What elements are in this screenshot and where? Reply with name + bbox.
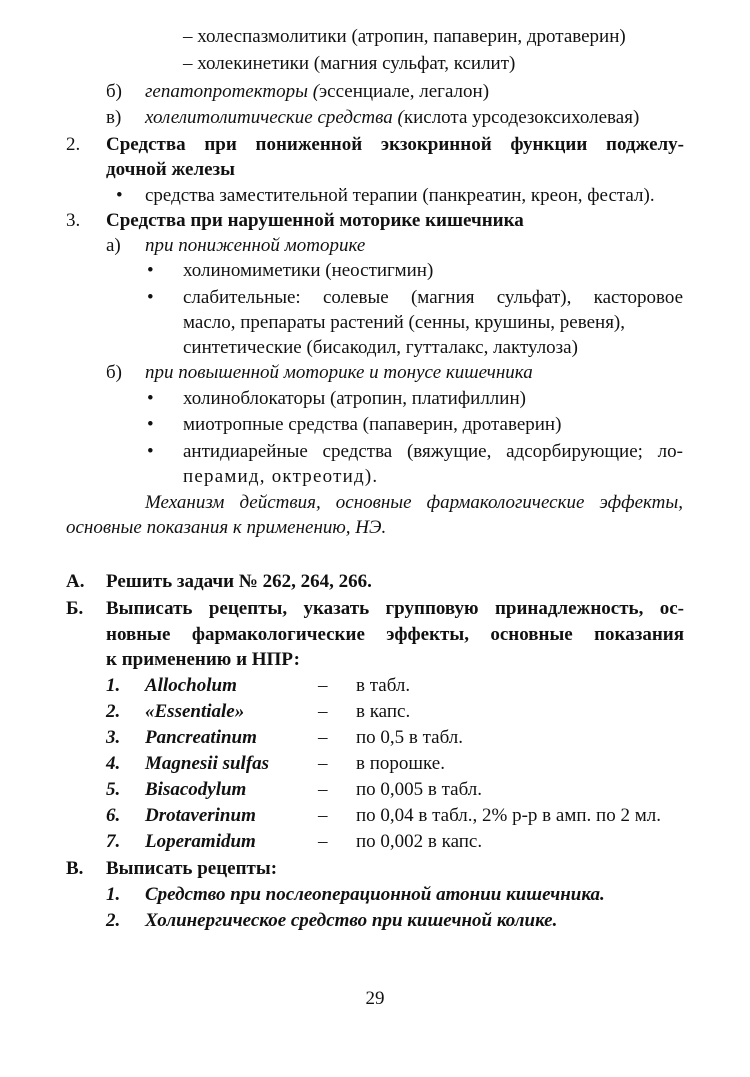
list-item: миотропные средства (папаверин, дротаверин) [183,414,562,435]
task-item-number: 1. [106,884,121,905]
bullet: • [147,260,154,281]
subsection-label: при повышенной моторике и тонусе кишечника [145,362,533,383]
drug-dash: – [318,753,328,774]
task-item-number: 2. [106,910,121,931]
bullet: • [147,287,154,308]
list-marker: б) [106,362,122,383]
page-number: 29 [365,988,385,1009]
drug-dash: – [318,779,328,800]
drug-form: по 0,5 в табл. [356,727,464,748]
drug-dash: – [318,727,328,748]
task-marker: Б. [66,598,84,619]
drug-name: «Essentiale» [145,701,245,722]
bullet: • [147,388,154,409]
drug-name: Pancreatinum [145,727,257,748]
task-text: Выписать рецепты, указать групповую принадлежность, ос- [106,598,684,619]
list-item: – холеспазмолитики (атропин, папаверин, дротаверин) [183,26,626,47]
drug-number: 5. [106,779,121,800]
drug-form: по 0,002 в капс. [356,831,483,852]
drug-number: 4. [106,753,121,774]
drug-form: по 0,04 в табл., 2% р-р в амп. по 2 мл. [356,805,661,826]
list-item: холелитолитические средства (кислота урсодезоксихолевая) [145,107,640,128]
drug-form: по 0,005 в табл. [356,779,483,800]
task-text: Выписать рецепты: [106,858,278,879]
list-item: – холекинетики (магния сульфат, ксилит) [183,53,516,74]
bullet: • [116,185,123,206]
list-marker: б) [106,81,122,102]
list-item: средства заместительной терапии (панкреатин, креон, фестал). [145,185,655,206]
drug-dash: – [318,675,328,696]
drug-name: Bisacodylum [145,779,247,800]
paragraph: основные показания к применению, НЭ. [66,517,387,538]
section-heading: дочной железы [106,159,236,180]
list-item-continuation: перамид, октреотид). [183,466,379,487]
bullet: • [147,414,154,435]
list-item: холиноблокаторы (атропин, платифиллин) [183,388,526,409]
section-heading: Средства при пониженной экзокринной функции поджелу- [106,134,684,155]
drug-number: 2. [106,701,121,722]
task-text: к применению и НПР: [106,649,300,670]
section-heading: Средства при нарушенной моторике кишечника [106,210,524,231]
drug-name: Drotaverinum [145,805,256,826]
task-marker: В. [66,858,84,879]
drug-form: в порошке. [356,753,445,774]
paragraph: Механизм действия, основные фармакологические эффекты, [145,492,683,513]
drug-dash: – [318,831,328,852]
bullet: • [147,441,154,462]
drug-number: 3. [106,727,121,748]
list-item: гепатопротекторы (эссенциале, легалон) [145,81,490,102]
list-item: антидиарейные средства (вяжущие, адсорбирующие; ло- [183,441,683,462]
task-text: новные фармакологические эффекты, основные показания [106,624,684,645]
section-number: 2. [66,134,81,155]
task-item: Средство при послеоперационной атонии кишечника. [145,884,605,905]
list-item-continuation: масло, препараты растений (сенны, крушины, ревеня), [183,312,626,333]
drug-name: Loperamidum [145,831,256,852]
drug-name: Allocholum [145,675,237,696]
drug-form: в табл. [356,675,411,696]
task-marker: А. [66,571,85,592]
drug-number: 6. [106,805,121,826]
list-marker: а) [106,235,121,256]
drug-dash: – [318,805,328,826]
drug-dash: – [318,701,328,722]
drug-number: 1. [106,675,121,696]
subsection-label: при пониженной моторике [145,235,366,256]
list-item-continuation: синтетические (бисакодил, гутталакс, лактулоза) [183,337,578,358]
list-item: холиномиметики (неостигмин) [183,260,434,281]
task-item: Холинергическое средство при кишечной колике. [145,910,558,931]
task-text: Решить задачи № 262, 264, 266. [106,571,372,592]
drug-number: 7. [106,831,121,852]
list-marker: в) [106,107,122,128]
list-item: слабительные: солевые (магния сульфат), касторовое [183,287,683,308]
drug-form: в капс. [356,701,411,722]
section-number: 3. [66,210,81,231]
drug-name: Magnesii sulfas [145,753,270,774]
